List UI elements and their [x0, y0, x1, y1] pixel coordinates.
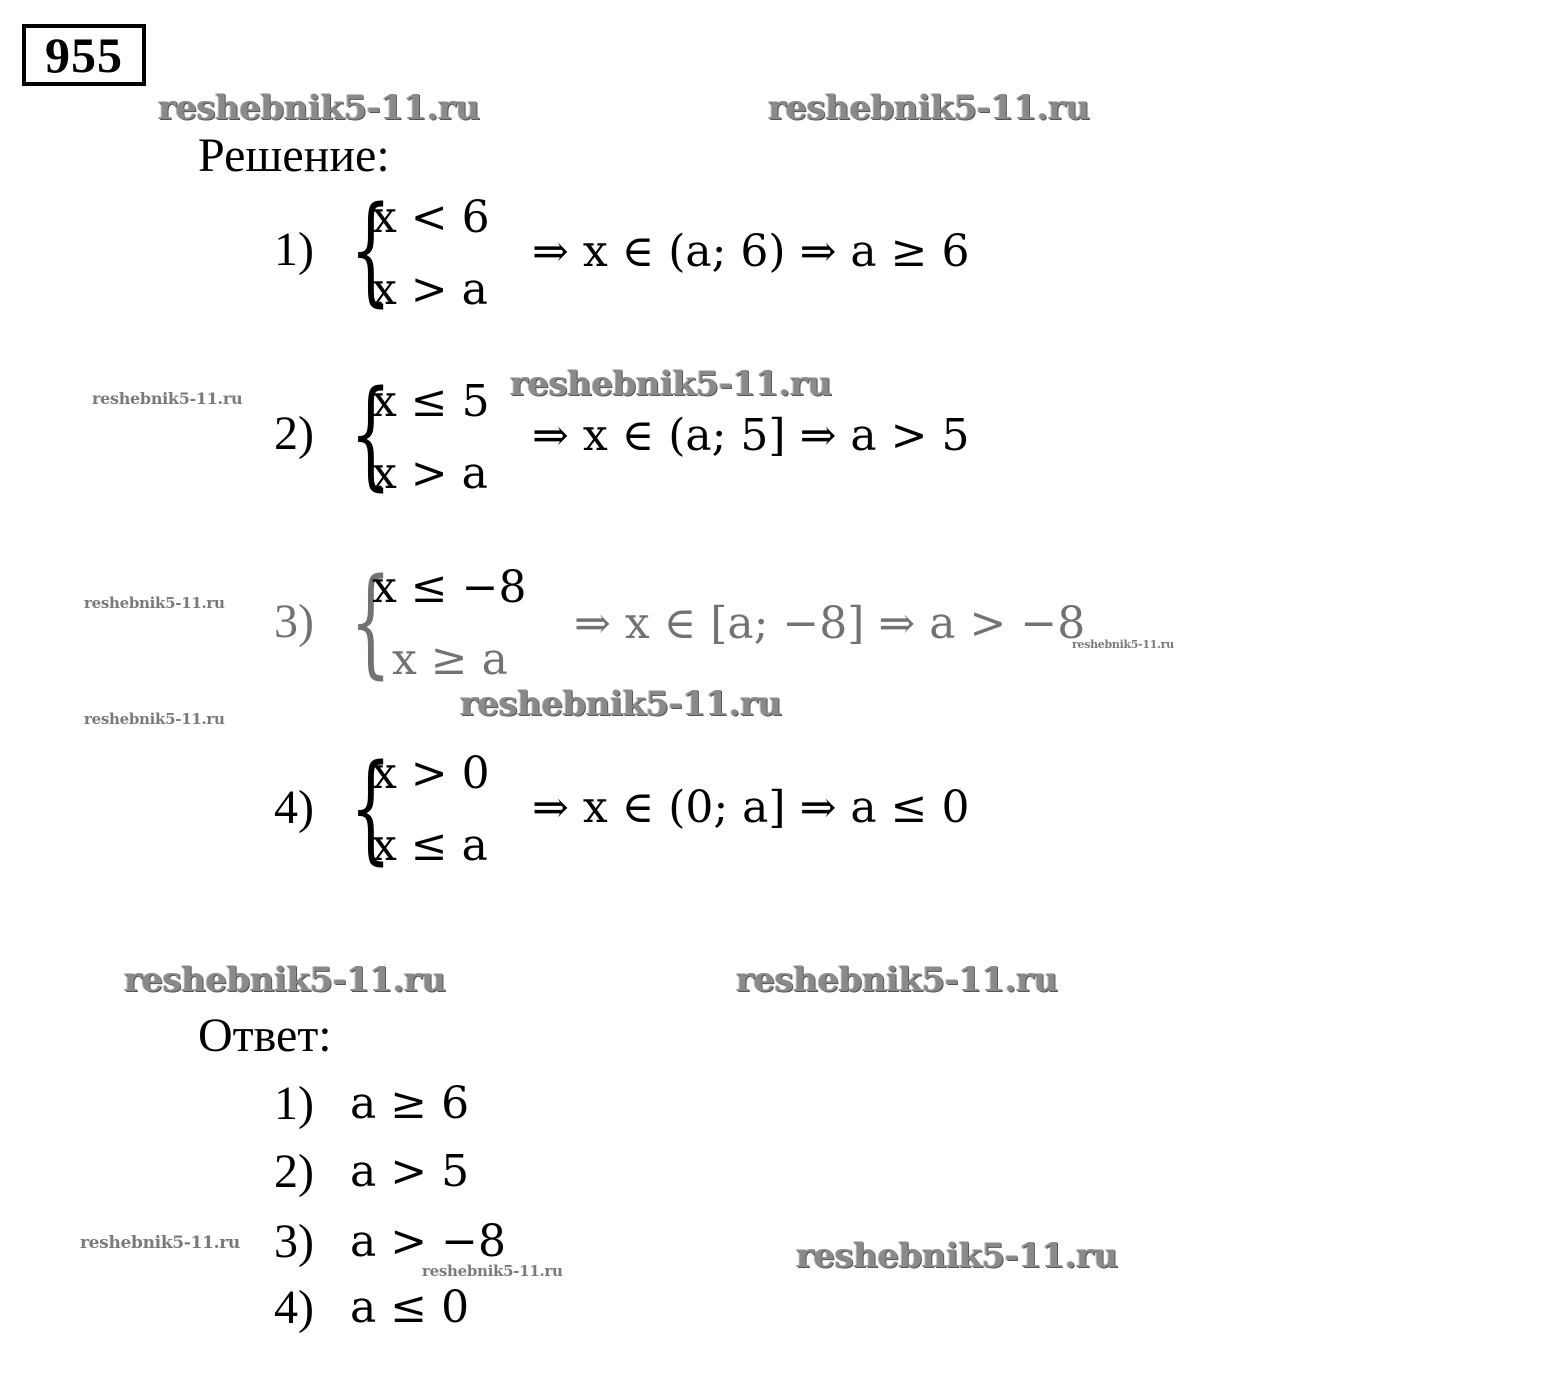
solution-heading: Решение: [198, 129, 390, 182]
system-bottom: x > a [372, 448, 488, 499]
item-result: ⇒ x ∈ (0; a] ⇒ a ≤ 0 [532, 782, 970, 833]
system-top: x > 0 [372, 748, 490, 799]
system-top: x ≤ −8 [372, 562, 527, 613]
item-label: 4) [274, 781, 314, 834]
watermark-small: reshebnik5-11.ru [84, 710, 225, 728]
watermark: reshebnik5-11.ru [510, 364, 832, 404]
watermark-small: reshebnik5-11.ru [84, 594, 225, 612]
watermark-small: reshebnik5-11.ru [92, 389, 243, 408]
watermark-small: reshebnik5-11.ru [1072, 638, 1174, 651]
watermark: reshebnik5-11.ru [460, 684, 782, 724]
watermark: reshebnik5-11.ru [124, 960, 446, 1000]
item-label: 1) [274, 223, 314, 276]
system-bottom: x ≤ a [372, 820, 488, 871]
watermark: reshebnik5-11.ru [736, 960, 1058, 1000]
watermark-small: reshebnik5-11.ru [80, 1233, 240, 1253]
system-brace: { [350, 180, 392, 318]
system-bottom: x > a [372, 264, 488, 315]
system-brace: { [350, 364, 392, 502]
problem-number-badge: 955 [22, 24, 146, 86]
answer-label: 1) [274, 1077, 314, 1130]
answer-label: 2) [274, 1145, 314, 1198]
watermark: reshebnik5-11.ru [796, 1236, 1118, 1276]
item-label: 2) [274, 407, 314, 460]
item-result: ⇒ x ∈ (a; 5] ⇒ a > 5 [532, 410, 970, 461]
answer-label: 3) [274, 1215, 314, 1268]
item-result: ⇒ x ∈ (a; 6) ⇒ a ≥ 6 [532, 226, 970, 277]
answer-value: a > 5 [350, 1146, 470, 1197]
answer-label: 4) [274, 1281, 314, 1334]
answer-value: a ≤ 0 [350, 1282, 470, 1333]
answer-heading: Ответ: [198, 1009, 332, 1062]
answer-value: a > −8 [350, 1216, 506, 1267]
system-top: x ≤ 5 [372, 376, 490, 427]
watermark-small: reshebnik5-11.ru [422, 1262, 563, 1280]
system-brace: { [350, 738, 392, 876]
watermark: reshebnik5-11.ru [768, 88, 1090, 128]
system-bottom: x ≥ a [392, 634, 508, 685]
item-label: 3) [274, 595, 314, 648]
system-top: x < 6 [372, 192, 490, 243]
item-result: ⇒ x ∈ [a; −8] ⇒ a > −8 [574, 598, 1086, 649]
system-brace: { [350, 552, 392, 690]
watermark: reshebnik5-11.ru [158, 88, 480, 128]
answer-value: a ≥ 6 [350, 1078, 470, 1129]
